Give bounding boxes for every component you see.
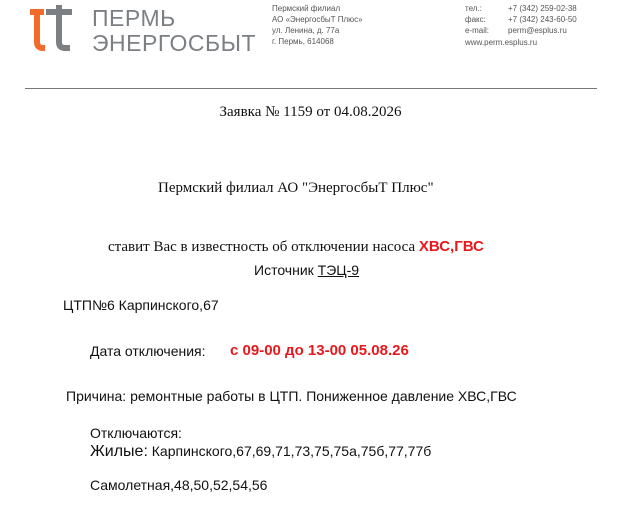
residential-label: Жилые: <box>90 443 148 460</box>
company-logo-icon <box>28 2 72 52</box>
organization-name: Пермский филиал АО "ЭнергосбыТ Плюс" <box>158 180 434 196</box>
contact-labels <box>465 3 489 36</box>
branch-line: Пермский филиал <box>272 4 341 13</box>
phone-label: тел.: <box>465 4 482 13</box>
website-link[interactable]: www.perm.esplus.ru <box>465 38 538 47</box>
notice-line <box>108 238 484 256</box>
ctp-address: ЦТП№6 Карпинского,67 <box>63 297 219 313</box>
email-link[interactable]: perm@esplus.ru <box>508 26 567 35</box>
contact-values <box>508 3 577 36</box>
source-label: Источник <box>254 262 318 278</box>
notice-text: ставит Вас в известность об отключении насоса <box>108 239 419 255</box>
source-value: ТЭЦ-9 <box>317 262 360 278</box>
document-title: Заявка № 1159 от 04.08.2026 <box>219 104 402 120</box>
phone-value: +7 (342) 259-02-38 <box>508 4 577 13</box>
date-value: с 09-00 до 13-00 05.08.26 <box>230 342 409 359</box>
reason-text: Причина: ремонтные работы в ЦТП. Пониженное давление ХВС,ГВС <box>66 388 517 404</box>
branch-line: ул. Ленина, д. 77а <box>272 26 340 35</box>
residential-addresses: Карпинского,67,69,71,73,75,75а,75б,77,77б <box>147 443 432 459</box>
branch-address <box>272 3 363 47</box>
brand-name-line1: ПЕРМЬ <box>92 5 176 31</box>
branch-line: г. Пермь, 614068 <box>272 37 334 46</box>
notice-highlight: ХВС,ГВС <box>418 238 484 255</box>
residential-line <box>90 443 431 461</box>
fax-label: факс: <box>465 15 486 24</box>
header-divider <box>25 88 597 89</box>
source-line <box>254 262 359 278</box>
fax-value: +7 (342) 243-60-50 <box>508 15 577 24</box>
date-label: Дата отключения: <box>90 343 206 359</box>
email-label: e-mail: <box>465 26 490 35</box>
brand-name-line2: ЭНЕРГОСБЫТ <box>92 30 256 56</box>
samolet-addresses: Самолетная,48,50,52,54,56 <box>90 477 268 493</box>
branch-line: АО «ЭнергосбыТ Плюс» <box>272 15 363 24</box>
disconnected-label: Отключаются: <box>90 425 182 441</box>
